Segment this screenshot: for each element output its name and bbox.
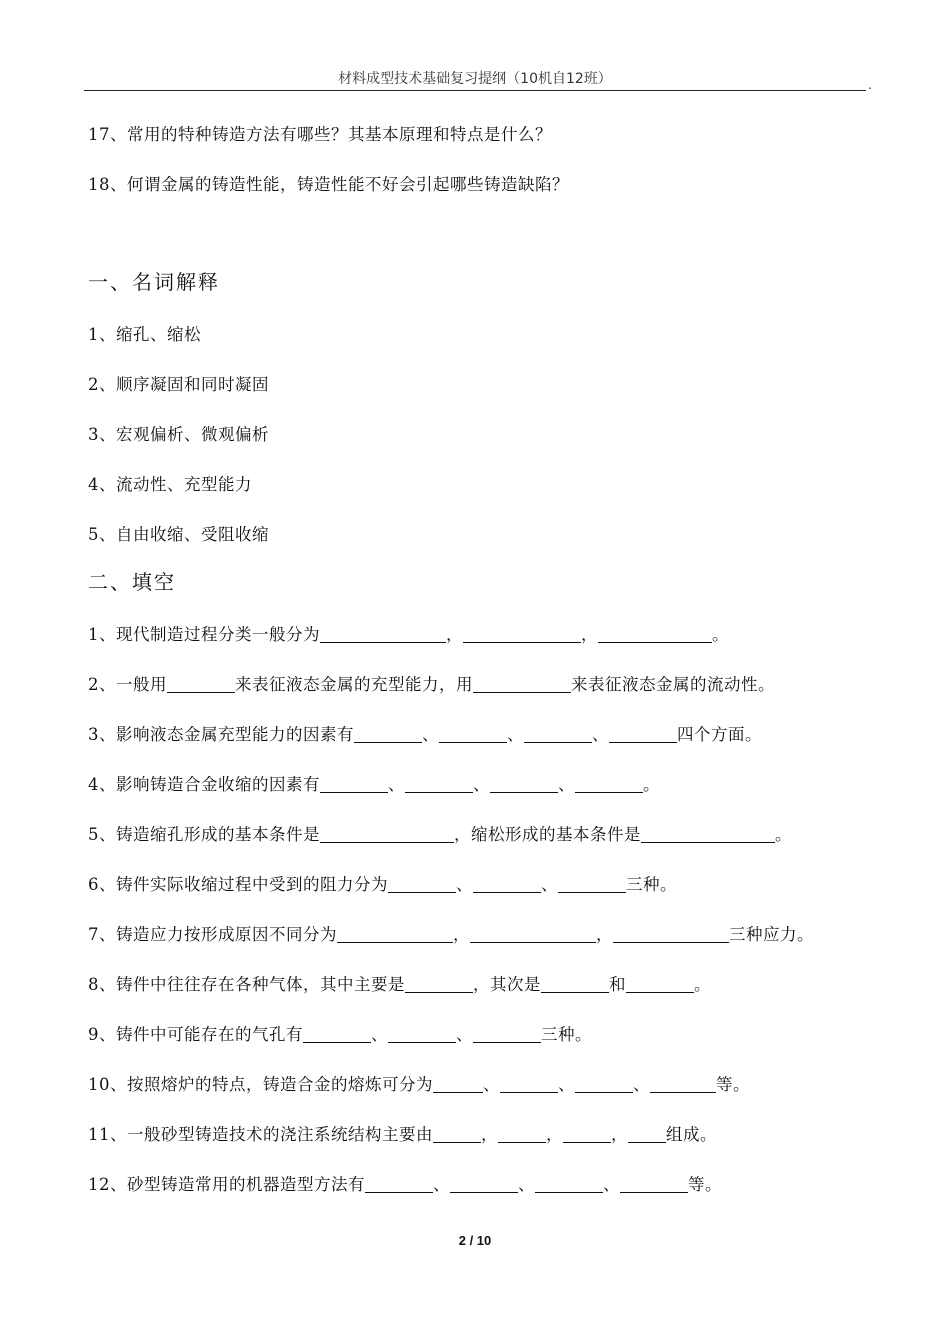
- fill-item-8: 8、铸件中往往存在各种气体，其中主要是 ，其次是 和 。: [88, 975, 711, 994]
- fill-item-2: 2、一般用 来表征液态金属的充型能力，用 来表征液态金属的流动性。: [88, 675, 775, 694]
- answer-blank[interactable]: [490, 774, 558, 793]
- term-item: 4、流动性、充型能力: [88, 475, 252, 494]
- fill-item-5: 5、铸造缩孔形成的基本条件是 ，缩松形成的基本条件是 。: [88, 825, 792, 844]
- answer-blank[interactable]: [609, 724, 677, 743]
- question-17: 17、常用的特种铸造方法有哪些？其基本原理和特点是什么？: [88, 125, 552, 144]
- fill-item-6: 6、铸件实际收缩过程中受到的阻力分为 、 、 三种。: [88, 875, 677, 894]
- answer-blank[interactable]: [320, 774, 388, 793]
- fill-item-3: 3、影响液态金属充型能力的因素有 、 、 、 四个方面。: [88, 725, 762, 744]
- answer-blank[interactable]: [626, 974, 694, 993]
- answer-blank[interactable]: [500, 1074, 558, 1093]
- answer-blank[interactable]: [620, 1174, 688, 1193]
- answer-blank[interactable]: [167, 674, 235, 693]
- fill-item-11: 11、一般砂型铸造技术的浇注系统结构主要由 ， ， ， 组成。: [88, 1125, 717, 1144]
- answer-blank[interactable]: [354, 724, 422, 743]
- answer-blank[interactable]: [303, 1024, 371, 1043]
- answer-blank[interactable]: [473, 674, 571, 693]
- answer-blank[interactable]: [405, 974, 473, 993]
- answer-blank[interactable]: [613, 924, 729, 943]
- fill-item-4: 4、影响铸造合金收缩的因素有 、 、 、 。: [88, 775, 660, 794]
- answer-blank[interactable]: [558, 874, 626, 893]
- answer-blank[interactable]: [575, 1074, 633, 1093]
- term-item: 3、宏观偏析、微观偏析: [88, 425, 269, 444]
- answer-blank[interactable]: [365, 1174, 433, 1193]
- term-item: 2、顺序凝固和同时凝固: [88, 375, 269, 394]
- fill-item-9: 9、铸件中可能存在的气孔有 、 、 三种。: [88, 1025, 592, 1044]
- answer-blank[interactable]: [337, 924, 453, 943]
- term-item: 1、缩孔、缩松: [88, 325, 201, 344]
- answer-blank[interactable]: [470, 924, 596, 943]
- answer-blank[interactable]: [598, 624, 712, 643]
- answer-blank[interactable]: [320, 624, 446, 643]
- answer-blank[interactable]: [433, 1124, 481, 1143]
- answer-blank[interactable]: [575, 774, 643, 793]
- page-number: 2 / 10: [458, 1233, 492, 1248]
- header-mark: .: [868, 78, 872, 92]
- fill-item-7: 7、铸造应力按形成原因不同分为 ， ， 三种应力。: [88, 925, 814, 944]
- answer-blank[interactable]: [628, 1124, 666, 1143]
- header-title: 材料成型技术基础复习提纲（10机自12班）: [338, 71, 612, 87]
- answer-blank[interactable]: [439, 724, 507, 743]
- fill-item-12: 12、砂型铸造常用的机器造型方法有 、 、 、 等。: [88, 1175, 722, 1194]
- answer-blank[interactable]: [388, 874, 456, 893]
- answer-blank[interactable]: [541, 974, 609, 993]
- fill-item-1: 1、现代制造过程分类一般分为 ， ， 。: [88, 625, 729, 644]
- answer-blank[interactable]: [498, 1124, 546, 1143]
- answer-blank[interactable]: [405, 774, 473, 793]
- answer-blank[interactable]: [450, 1174, 518, 1193]
- question-18: 18、何谓金属的铸造性能，铸造性能不好会引起哪些铸造缺陷？: [88, 175, 569, 194]
- section-title-terms: 一、名词解释: [88, 270, 220, 294]
- answer-blank[interactable]: [463, 624, 581, 643]
- answer-blank[interactable]: [473, 874, 541, 893]
- answer-blank[interactable]: [641, 824, 775, 843]
- answer-blank[interactable]: [563, 1124, 611, 1143]
- answer-blank[interactable]: [473, 1024, 541, 1043]
- page-header: [84, 70, 872, 92]
- answer-blank[interactable]: [388, 1024, 456, 1043]
- answer-blank[interactable]: [535, 1174, 603, 1193]
- term-item: 5、自由收缩、受阻收缩: [88, 525, 269, 544]
- answer-blank[interactable]: [320, 824, 454, 843]
- answer-blank[interactable]: [650, 1074, 716, 1093]
- section-title-fill-blank: 二、填空: [88, 570, 176, 594]
- answer-blank[interactable]: [524, 724, 592, 743]
- fill-item-10: 10、按照熔炉的特点，铸造合金的熔炼可分为 、 、 、 等。: [88, 1075, 750, 1094]
- answer-blank[interactable]: [433, 1074, 483, 1093]
